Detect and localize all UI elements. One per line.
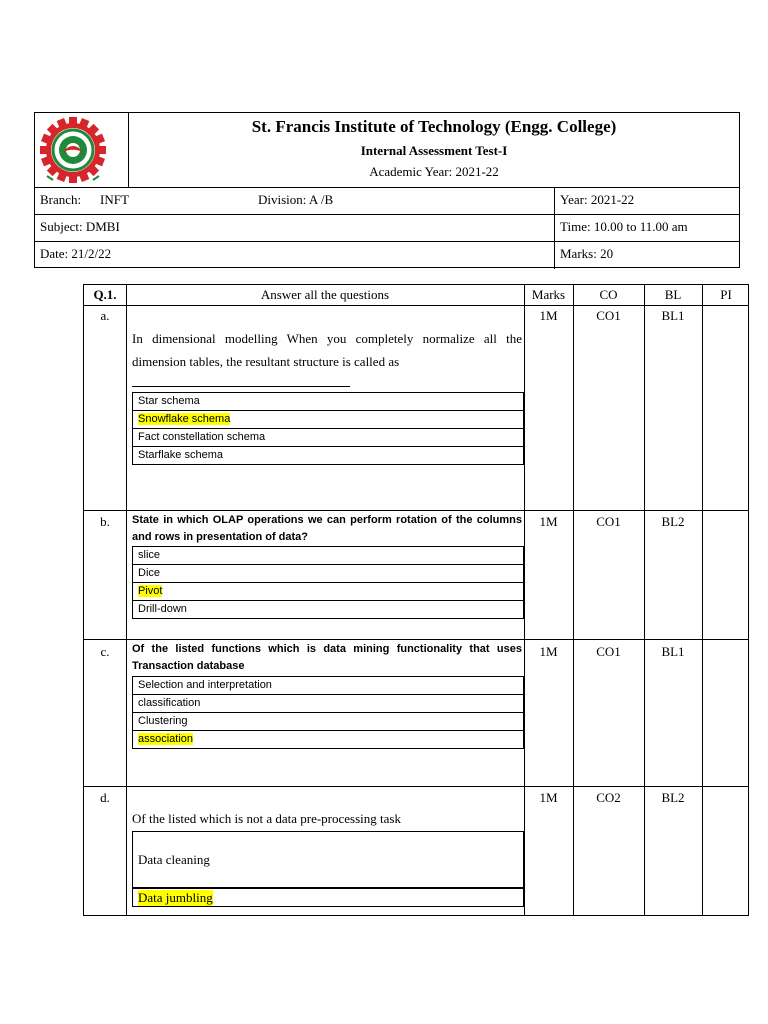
question-d-co: CO2 [596,790,621,805]
question-b-co: CO1 [596,514,621,529]
option-c-2[interactable]: classification [132,694,524,712]
correct-answer-highlight: association [138,733,194,745]
test-title: Internal Assessment Test-I [360,143,508,158]
question-b-number: b. [100,514,110,529]
question-c-marks: 1M [539,644,558,659]
answer-blank-line [132,386,350,387]
subject-row [35,214,739,241]
option-b-3[interactable] [132,582,524,600]
question-d-bl: BL2 [661,790,685,805]
question-b-options [132,546,524,619]
question-d-marks: 1M [539,790,558,805]
header-instruction: Answer all the questions [260,287,390,302]
question-b-marks: 1M [539,514,558,529]
question-a-bl: BL1 [661,308,685,323]
option-c-1[interactable]: Selection and interpretation [132,676,524,694]
college-emblem-logo [35,113,129,187]
correct-answer-highlight: Data jumbling [138,890,213,905]
correct-answer-highlight: Snowflake schema [138,413,231,425]
correct-answer-highlight: Pivot [138,585,163,597]
header-qnum: Q.1. [93,287,117,302]
question-a-co: CO1 [596,308,621,323]
title-cell [129,113,739,187]
option-b-4[interactable]: Drill-down [132,600,524,619]
option-d-2[interactable] [132,887,524,907]
year: Year: 2021-22 [560,192,635,207]
option-a-3[interactable]: Fact constellation schema [132,428,524,446]
header-pi: PI [720,287,732,302]
question-a-number: a. [100,308,110,323]
question-table [83,284,749,916]
date-row [35,241,739,268]
option-c-4[interactable] [132,730,524,749]
academic-year: Academic Year: 2021-22 [369,164,499,179]
marks-total: Marks: 20 [560,246,614,261]
question-c-co: CO1 [596,644,621,659]
question-a-marks: 1M [539,308,558,323]
option-b-1[interactable]: slice [132,546,524,564]
question-d-number: d. [100,790,110,805]
question-c-text: Of the listed functions which is data mining functionality that uses Transaction database [132,643,522,672]
header-co: CO [599,287,618,302]
header-bl: BL [664,287,682,302]
branch-label: Branch: [40,192,82,207]
exam-header [34,112,740,268]
question-c-bl: BL1 [661,644,685,659]
question-b-bl: BL2 [661,514,685,529]
option-a-4[interactable]: Starflake schema [132,446,524,465]
subject: Subject: DMBI [40,219,120,234]
option-c-3[interactable]: Clustering [132,712,524,730]
question-c-options [132,676,524,749]
option-a-2[interactable] [132,410,524,428]
question-a-options [132,392,524,465]
division: Division: A /B [258,192,334,207]
option-d-1[interactable]: Data cleaning [132,831,524,888]
date: Date: 21/2/22 [40,246,112,261]
header-marks: Marks [531,287,566,302]
question-a-text: In dimensional modelling When you completely normalize all the dimension tables, the resultant structure is called as [132,331,522,369]
branch-row [35,187,739,214]
option-b-2[interactable]: Dice [132,564,524,582]
question-b-text: State in which OLAP operations we can perform rotation of the columns and rows in presentation of data? [132,514,522,543]
branch-value: INFT [100,192,129,207]
question-c-number: c. [100,644,110,659]
time: Time: 10.00 to 11.00 am [560,219,688,234]
option-a-1[interactable]: Star schema [132,392,524,410]
question-d-text: Of the listed which is not a data pre-processing task [132,811,401,826]
institute-name: St. Francis Institute of Technology (Engg. College) [251,117,617,136]
logo-cell [35,113,129,187]
